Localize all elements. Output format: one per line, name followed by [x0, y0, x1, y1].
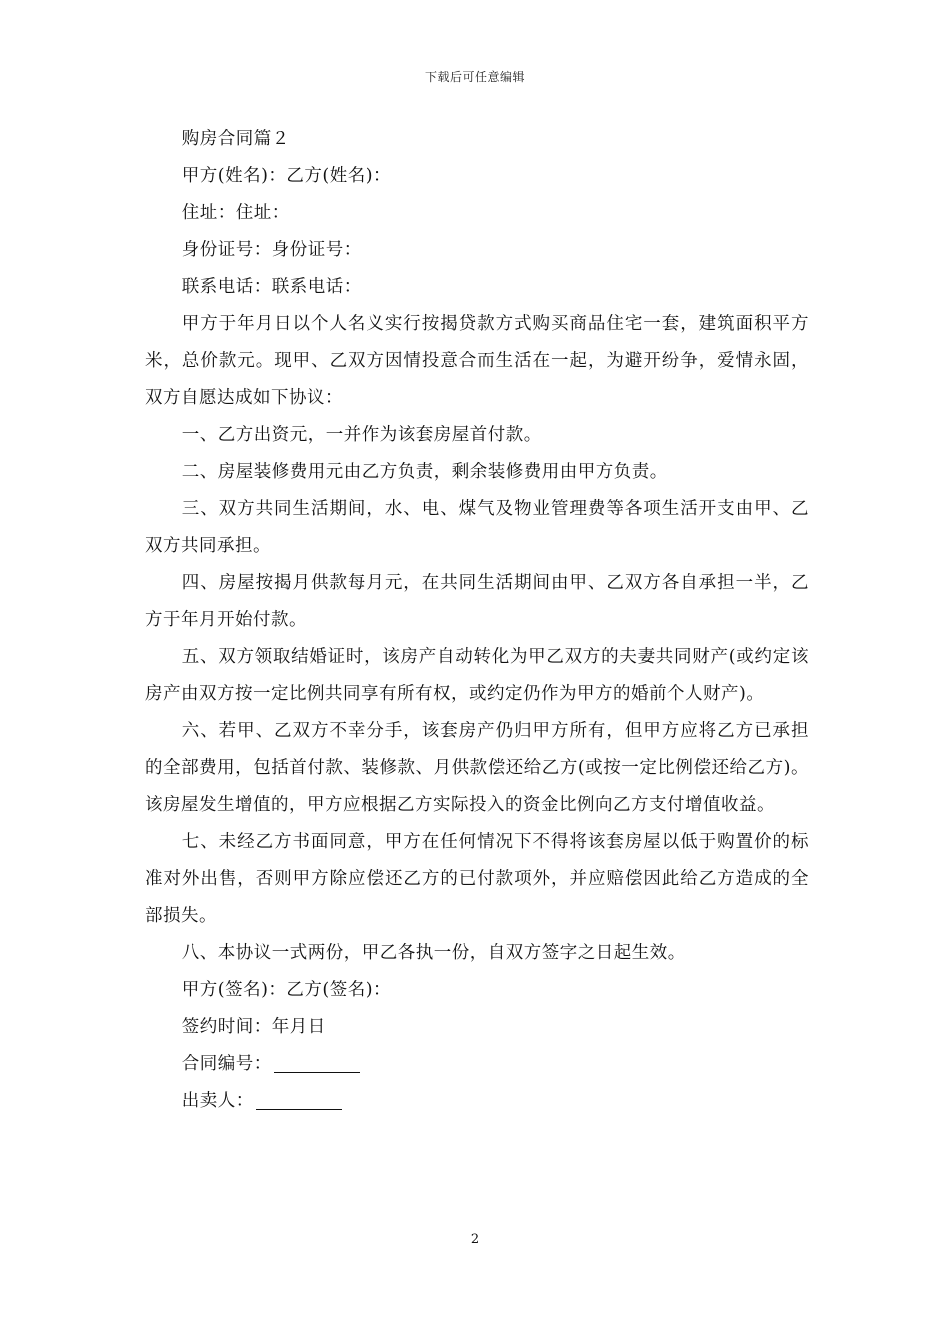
contract-number-label: 合同编号：: [181, 1054, 272, 1074]
clause-5: 五、双方领取结婚证时，该房产自动转化为甲乙双方的夫妻共同财产(或约定该房产由双方按一定比例共同享有所有权，或约定仍作为甲方的婚前个人财产)。: [145, 647, 809, 704]
party-names-line: 甲方(姓名)：乙方(姓名)：: [181, 166, 392, 186]
address-line: 住址：住址：: [181, 203, 290, 223]
clause-7: 七、未经乙方书面同意，甲方在任何情况下不得将该套房屋以低于购置价的标准对外出售，否则甲方除应偿还乙方的已付款项外，并应赔偿因此给乙方造成的全部损失。: [145, 832, 809, 926]
seller-line: [145, 1083, 809, 1120]
clause-3: 三、双方共同生活期间，水、电、煤气及物业管理费等各项生活开支由甲、乙双方共同承担。: [145, 499, 809, 556]
clause-8: 八、本协议一式两份，甲乙各执一份，自双方签字之日起生效。: [181, 943, 686, 963]
seller-label: 出卖人：: [181, 1091, 254, 1111]
clause-1: 一、乙方出资元，一并作为该套房屋首付款。: [181, 425, 542, 445]
intro-paragraph: 甲方于年月日以个人名义实行按揭贷款方式购买商品住宅一套，建筑面积平方米，总价款元。现甲、乙双方因情投意合而生活在一起，为避开纷争，爱情永固，双方自愿达成如下协议：: [145, 314, 809, 408]
contract-number-blank: [274, 1054, 360, 1073]
signature-line: 甲方(签名)：乙方(签名)：: [181, 980, 392, 1000]
document-body: [145, 121, 809, 1120]
clause-2: 二、房屋装修费用元由乙方负责，剩余装修费用由甲方负责。: [181, 462, 668, 482]
page-number: 2: [470, 1232, 480, 1247]
id-number-line: 身份证号：身份证号：: [181, 240, 362, 260]
phone-line: 联系电话：联系电话：: [181, 277, 362, 297]
signing-date-line: 签约时间：年月日: [181, 1017, 326, 1037]
clause-4: 四、房屋按揭月供款每月元，在共同生活期间由甲、乙双方各自承担一半，乙方于年月开始付款。: [145, 573, 809, 630]
page-header-note: 下载后可任意编辑: [424, 70, 525, 84]
contract-number-line: [145, 1046, 809, 1083]
clause-6: 六、若甲、乙双方不幸分手，该套房产仍归甲方所有，但甲方应将乙方已承担的全部费用，包括首付款、装修款、月供款偿还给乙方(或按一定比例偿还给乙方)。该房屋发生增值的，甲方应根据乙方实际投入的资金比例向乙方支付增值收益。: [145, 721, 809, 815]
seller-blank: [256, 1091, 342, 1110]
document-title: 购房合同篇２: [181, 129, 290, 149]
